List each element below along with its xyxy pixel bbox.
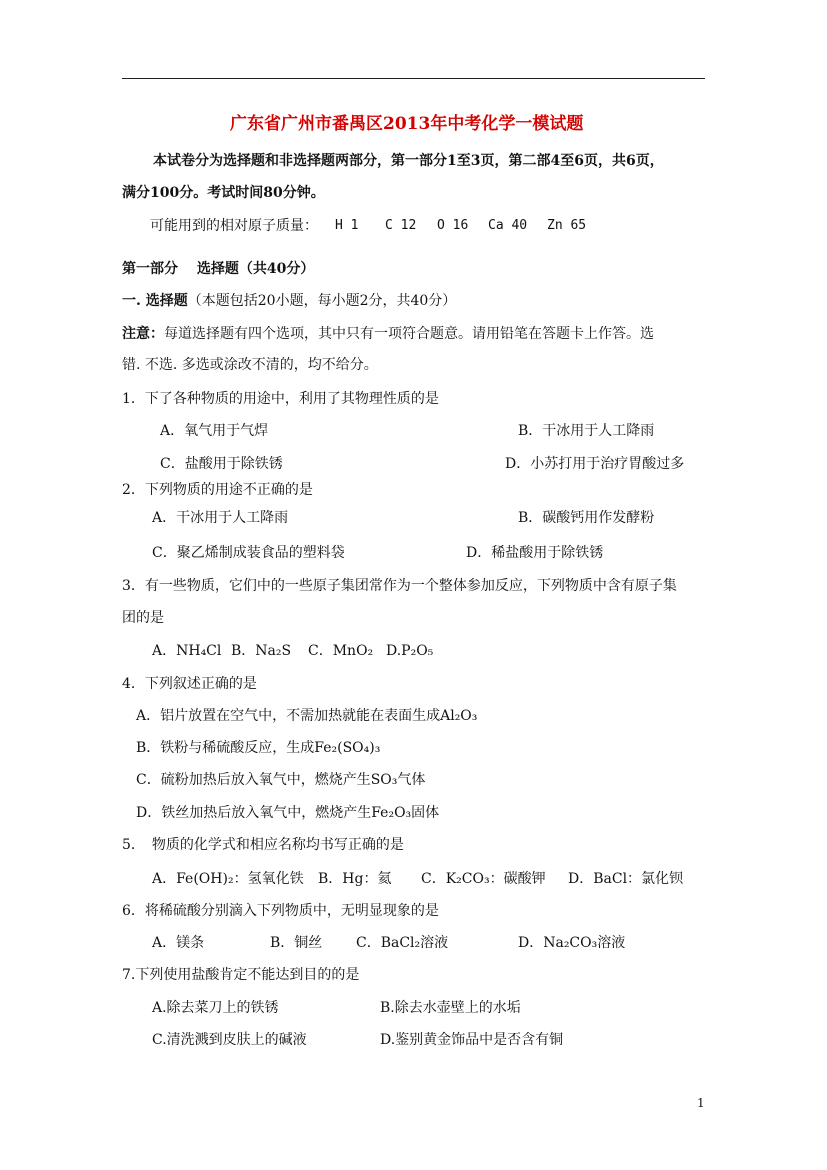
q4-option-b: B．铁粉与稀硫酸反应，生成Fe₂(SO₄)₃ — [136, 740, 381, 756]
q2-option-a: A．干冰用于人工降雨 — [152, 510, 289, 526]
q6-option-c: C．BaCl₂溶液 — [356, 935, 449, 951]
q4-stem: 4．下列叙述正确的是 — [122, 676, 257, 692]
page-title: 广东省广州市番禺区2013年中考化学一模试题 — [230, 114, 584, 134]
atomic-mass-ca: Ca 40 — [488, 218, 528, 233]
part-heading-bold: 一. 选择题 — [122, 293, 188, 309]
q2-stem: 2．下列物质的用途不正确的是 — [122, 482, 313, 498]
q3-option-b: B．Na₂S — [231, 643, 292, 659]
q3-option-c: C．MnO₂ — [308, 643, 374, 659]
header-rule — [122, 78, 705, 79]
q6-option-b: B．铜丝 — [270, 935, 323, 951]
q3-stem-2: 团的是 — [122, 610, 164, 626]
q2-option-b: B．碳酸钙用作发酵粉 — [518, 510, 655, 526]
note-line-2: 错. 不选. 多选或涂改不清的，均不给分。 — [122, 357, 378, 373]
q5-option-a: A．Fe(OH)₂：氢氧化铁 — [152, 871, 304, 887]
q4-option-d: D．铁丝加热后放入氧气中，燃烧产生Fe₂O₃固体 — [136, 805, 440, 821]
atomic-mass-c: C 12 — [385, 218, 417, 233]
section-heading: 第一部分 选择题（共40分） — [122, 261, 315, 277]
q7-option-a: A.除去菜刀上的铁锈 — [152, 1000, 279, 1016]
q3-option-d: D.P₂O₅ — [386, 643, 434, 659]
q7-stem: 7.下列使用盐酸肯定不能达到目的的是 — [122, 967, 360, 983]
q1-option-b: B．干冰用于人工降雨 — [518, 423, 655, 439]
q1-option-d: D．小苏打用于治疗胃酸过多 — [505, 456, 685, 472]
q4-option-c: C．硫粉加热后放入氧气中，燃烧产生SO₃气体 — [136, 772, 426, 788]
q7-option-d: D.鉴别黄金饰品中是否含有铜 — [380, 1032, 564, 1048]
q7-option-b: B.除去水壶壁上的水垢 — [380, 1000, 521, 1016]
atomic-mass-zn: Zn 65 — [547, 218, 587, 233]
q1-option-a: A．氧气用于气焊 — [160, 423, 269, 439]
q3-option-a: A．NH₄Cl — [152, 643, 222, 659]
q3-stem-1: 3．有一些物质，它们中的一些原子集团常作为一个整体参加反应，下列物质中含有原子集 — [122, 578, 677, 594]
note-text-1: 每道选择题有四个选项，其中只有一项符合题意。请用铅笔在答题卡上作答。选 — [164, 326, 654, 342]
q6-option-d: D．Na₂CO₃溶液 — [518, 935, 626, 951]
q5-stem: 5． 物质的化学式和相应名称均书写正确的是 — [122, 837, 404, 853]
atomic-mass-o: O 16 — [437, 218, 469, 233]
q2-option-c: C．聚乙烯制成装食品的塑料袋 — [152, 545, 345, 561]
q5-option-b: B．Hg：氦 — [318, 871, 392, 887]
note-line-1 — [122, 325, 654, 343]
part-heading — [122, 292, 456, 310]
part-heading-rest: （本题包括20小题，每小题2分，共40分） — [187, 293, 457, 309]
q4-option-a: A．铝片放置在空气中，不需加热就能在表面生成Al₂O₃ — [136, 708, 478, 724]
q1-stem: 1．下了各种物质的用途中，利用了其物理性质的是 — [122, 391, 439, 407]
q7-option-c: C.清洗溅到皮肤上的碱液 — [152, 1032, 307, 1048]
q5-option-c: C．K₂CO₃：碳酸钾 — [421, 871, 546, 887]
intro-line-1: 本试卷分为选择题和非选择题两部分，第一部分1至3页，第二部4至6页，共6页， — [153, 153, 664, 169]
q1-option-c: C．盐酸用于除铁锈 — [160, 456, 283, 472]
q5-option-d: D．BaCl：氯化钡 — [568, 871, 684, 887]
q2-option-d: D．稀盐酸用于除铁锈 — [466, 545, 604, 561]
atomic-mass-h: H 1 — [335, 218, 359, 233]
intro-line-2: 满分100分。考试时间80分钟。 — [122, 185, 325, 201]
page-number: 1 — [697, 1096, 705, 1110]
q6-stem: 6．将稀硫酸分别滴入下列物质中，无明显现象的是 — [122, 903, 439, 919]
note-label: 注意： — [122, 326, 164, 342]
atomic-mass-label: 可能用到的相对原子质量： — [150, 218, 318, 234]
q6-option-a: A．镁条 — [152, 935, 205, 951]
